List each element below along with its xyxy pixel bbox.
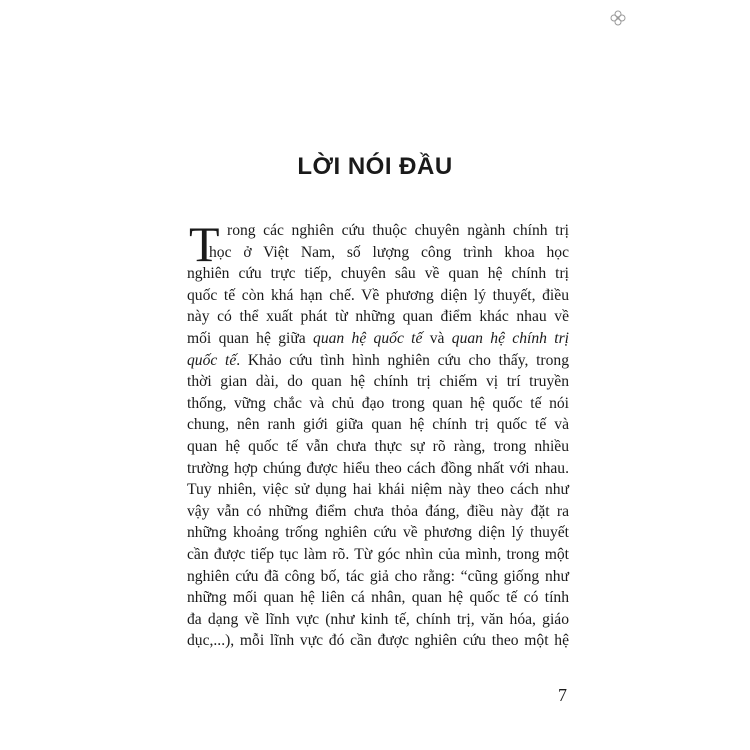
text-segment: . Khảo cứu tình hình nghiên cứu cho thấy, trong [236,351,569,369]
text-line: những khoảng trống nghiên cứu về phương diện lý thuyết [187,524,569,542]
text-line: cần được tiếp tục làm rõ. Từ góc nhìn của mình, trong một [187,545,569,563]
page-number: 7 [558,685,567,705]
italic-term: quan hệ quốc tế [313,329,423,347]
italic-term: quan hệ chính trị [451,329,569,347]
text-line: trường hợp chúng được hiểu theo cách đồng nhất với nhau. [187,459,569,477]
text-line: chung, nên ranh giới giữa quan hệ chính trị quốc tế và [187,416,569,434]
text-line: rong các nghiên cứu thuộc chuyên ngành chính trị [227,222,569,239]
text-segment: và [429,329,445,347]
flower-icon [609,9,627,27]
drop-cap: T [189,216,220,272]
text-line: nghiên cứu đã công bố, tác giả cho rằng: “cũng giống như [187,567,569,585]
text-line: này có thể xuất phát từ những quan điểm khác nhau về [187,308,569,326]
text-line: quan hệ quốc tế vẫn chưa thực sự rõ ràng, trong nhiều [187,437,569,455]
text-line: Tuy nhiên, việc sử dụng hai khái niệm này theo cách như [187,481,569,499]
italic-term: quốc tế [187,351,237,369]
text-line: học ở Việt Nam, số lượng công trình khoa học [209,243,569,261]
text-line: đa dạng về lĩnh vực (như kinh tế, chính trị, văn hóa, giáo [187,610,569,628]
text-line: những mối quan hệ liên cá nhân, quan hệ quốc tế có tính [187,589,569,607]
text-line-mixed [187,350,569,372]
body-paragraph [187,216,569,652]
text-line: vậy vẫn có những điểm chưa thỏa đáng, điều này đặt ra [187,502,569,520]
text-line-mixed [187,328,569,350]
text-segment: mối quan hệ giữa [187,329,306,347]
page-title: LỜI NÓI ĐẦU [297,153,453,180]
text-line: thống, vững chắc và chủ đạo trong quan hệ quốc tế nói [187,394,569,412]
text-line: thời gian dài, do quan hệ chính trị chiếm vị trí truyền [187,373,569,391]
text-line: nghiên cứu trực tiếp, chuyên sâu về quan hệ chính trị [187,265,569,283]
text-line: quốc tế còn khá hạn chế. Về phương diện lý thuyết, điều [187,286,569,304]
text-line: dục,...), mỗi lĩnh vực đó cần được nghiên cứu theo một hệ [187,632,569,650]
